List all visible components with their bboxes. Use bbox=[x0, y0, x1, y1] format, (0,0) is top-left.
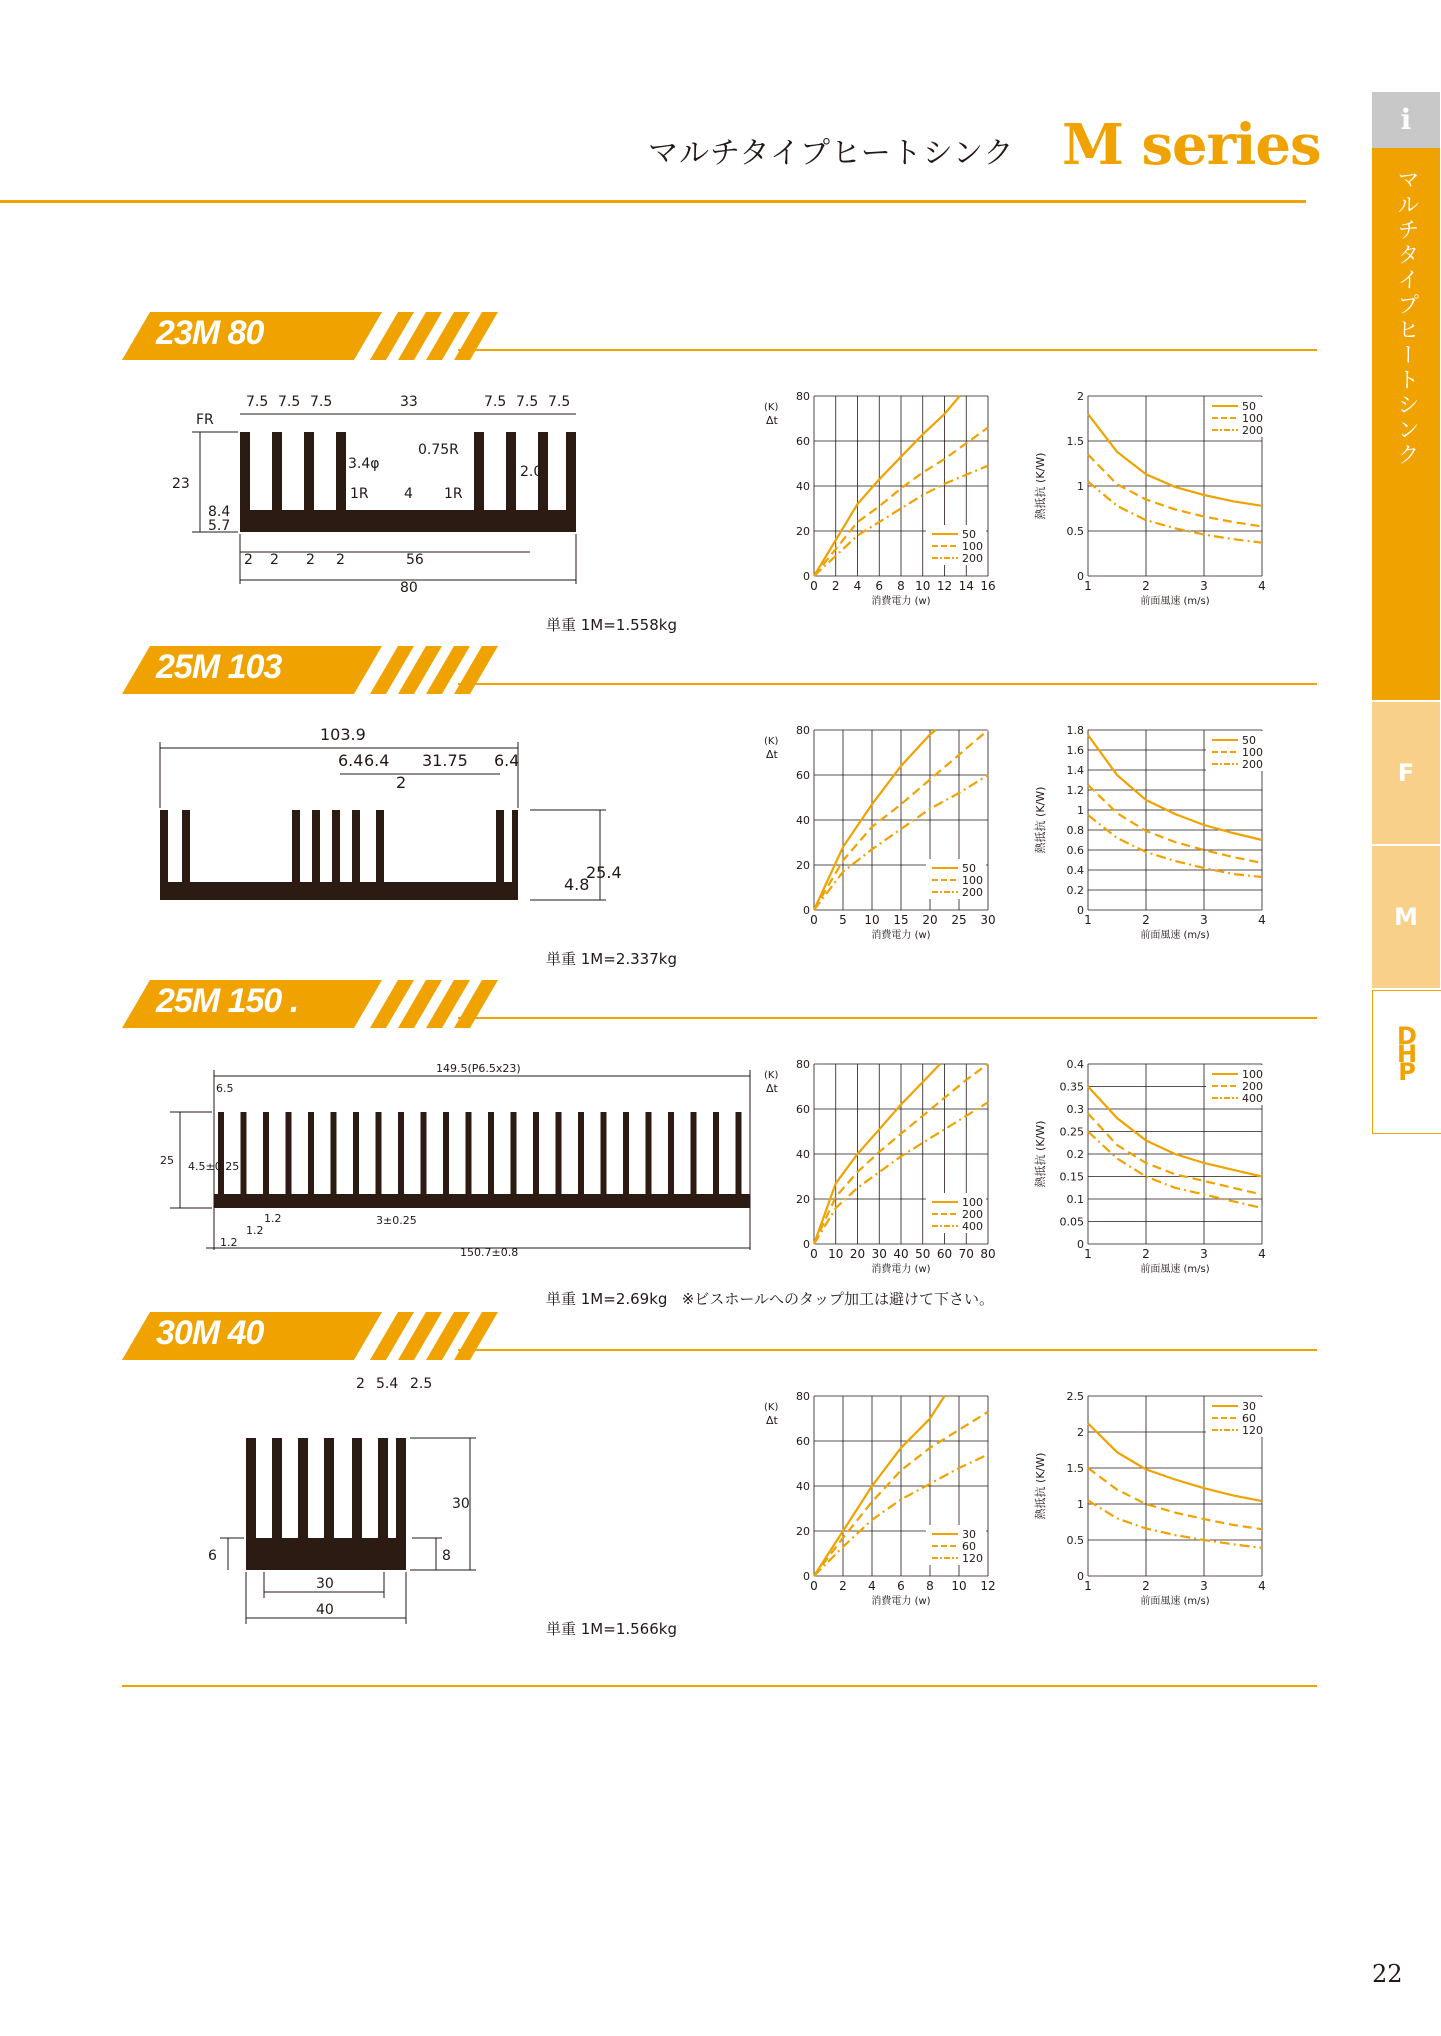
dim-label: 2 bbox=[244, 552, 253, 568]
x-tick-label: 3 bbox=[1200, 1247, 1208, 1261]
profile-drawing-25m150 bbox=[150, 1060, 760, 1260]
x-axis-label: 消費電力 (w) bbox=[871, 930, 931, 941]
legend-label: 60 bbox=[1242, 1412, 1256, 1425]
fin bbox=[691, 1112, 697, 1196]
x-tick-label: 3 bbox=[1200, 913, 1208, 927]
x-tick-label: 4 bbox=[1258, 1247, 1266, 1261]
dim-label: 2 bbox=[396, 773, 407, 792]
x-tick-label: 8 bbox=[897, 579, 905, 593]
y-tick-label: 1 bbox=[1077, 480, 1084, 493]
x-tick-label: 16 bbox=[980, 579, 996, 593]
legend-label: 30 bbox=[962, 1528, 976, 1541]
dim-label: 3.4φ bbox=[348, 456, 380, 472]
y-tick-label: 20 bbox=[796, 525, 810, 538]
x-tick-label: 6 bbox=[897, 1579, 905, 1593]
x-axis-label: 消費電力 (w) bbox=[871, 1596, 931, 1607]
y-tick-label: 40 bbox=[796, 1480, 810, 1493]
y-axis-unit: (K) bbox=[764, 736, 779, 747]
y-tick-label: 0.05 bbox=[1059, 1215, 1084, 1229]
legend-label: 200 bbox=[1242, 758, 1263, 771]
legend-label: 30 bbox=[1242, 1400, 1256, 1413]
dim-label: 7.5 bbox=[278, 394, 301, 410]
y-tick-label: 20 bbox=[796, 859, 810, 872]
chart-right bbox=[1026, 1380, 1296, 1630]
chart-left bbox=[752, 714, 1022, 964]
dim-label: 150.7±0.8 bbox=[460, 1246, 519, 1259]
y-tick-label: 1 bbox=[1077, 1498, 1084, 1511]
dim-label: 1R bbox=[444, 486, 463, 502]
y-tick-label: 1.5 bbox=[1066, 435, 1084, 448]
x-tick-label: 10 bbox=[864, 913, 880, 927]
profile-drawing-23m80 bbox=[150, 384, 590, 600]
dim-label: 2 bbox=[306, 552, 315, 568]
y-axis-label: Δt bbox=[766, 748, 778, 761]
side-tab-f[interactable]: F bbox=[1372, 702, 1440, 844]
x-tick-label: 60 bbox=[936, 1247, 953, 1261]
dimension-lines bbox=[170, 1070, 750, 1250]
x-tick-label: 0 bbox=[810, 579, 818, 593]
fin bbox=[308, 1112, 314, 1196]
legend-label: 50 bbox=[1242, 734, 1256, 747]
dim-label: 7.5 bbox=[484, 394, 507, 410]
y-tick-label: 0.4 bbox=[1066, 1058, 1084, 1071]
x-tick-label: 10 bbox=[951, 1579, 967, 1593]
fin bbox=[578, 1112, 584, 1196]
x-tick-label: 3 bbox=[1200, 579, 1208, 593]
side-index bbox=[1372, 92, 1440, 1136]
series-line-60 bbox=[1088, 1468, 1262, 1529]
y-tick-label: 40 bbox=[796, 814, 810, 827]
x-tick-label: 4 bbox=[1258, 579, 1266, 593]
legend-label: 50 bbox=[962, 862, 976, 875]
dim-label: 4.8 bbox=[564, 875, 590, 894]
y-tick-label: 0.1 bbox=[1066, 1193, 1084, 1206]
chart-left bbox=[752, 1048, 1022, 1298]
unit-weight: 単重 1M=1.566kg bbox=[546, 1620, 677, 1638]
dim-label: 1.2 bbox=[264, 1212, 282, 1225]
y-tick-label: 60 bbox=[796, 435, 810, 448]
x-tick-label: 20 bbox=[849, 1247, 866, 1261]
x-tick-label: 4 bbox=[853, 579, 862, 593]
dim-label: 23 bbox=[172, 476, 190, 492]
header-divider bbox=[0, 200, 1306, 203]
y-tick-label: 0 bbox=[1077, 904, 1084, 917]
x-tick-label: 4 bbox=[868, 1579, 876, 1593]
series-title: M series bbox=[1062, 112, 1321, 178]
header-title: マルチタイプヒートシンク bbox=[648, 136, 1015, 171]
x-tick-label: 10 bbox=[828, 1247, 844, 1261]
x-axis-label: 前面風速 (m/s) bbox=[1140, 1264, 1210, 1275]
y-tick-label: 0 bbox=[1077, 570, 1084, 583]
stripe-decoration bbox=[358, 646, 578, 694]
series-line-120 bbox=[1088, 1500, 1262, 1548]
x-tick-label: 4 bbox=[1258, 1579, 1266, 1593]
fin bbox=[286, 1112, 292, 1196]
y-tick-label: 0.3 bbox=[1066, 1103, 1084, 1116]
x-tick-label: 15 bbox=[893, 913, 909, 927]
dim-label: 8.4 bbox=[208, 504, 231, 520]
legend-label: 200 bbox=[962, 1208, 983, 1221]
side-tab-dhp[interactable]: DHP bbox=[1372, 990, 1441, 1134]
fin bbox=[466, 1112, 472, 1196]
product-banner bbox=[122, 1308, 1317, 1364]
x-axis-label: 前面風速 (m/s) bbox=[1140, 1596, 1210, 1607]
side-vertical-label: マルチタイプヒートシンク bbox=[1394, 168, 1419, 468]
chart-right bbox=[1026, 1048, 1296, 1298]
y-tick-label: 0.2 bbox=[1066, 884, 1084, 897]
dim-label: 6.4 bbox=[494, 751, 520, 770]
product-name: 25M 150 . bbox=[156, 982, 299, 1020]
legend-label: 100 bbox=[962, 540, 983, 553]
x-tick-label: 0 bbox=[810, 1247, 818, 1261]
dim-label: 7.5 bbox=[548, 394, 571, 410]
dim-label: 2 bbox=[356, 1376, 365, 1392]
y-tick-label: 0.35 bbox=[1059, 1080, 1084, 1094]
legend-label: 120 bbox=[1242, 1424, 1263, 1437]
fin bbox=[376, 1112, 382, 1196]
x-tick-label: 1 bbox=[1084, 579, 1092, 593]
dim-label: 30 bbox=[452, 1496, 470, 1512]
dim-label: 1.2 bbox=[246, 1224, 264, 1237]
x-axis-label: 前面風速 (m/s) bbox=[1140, 930, 1210, 941]
fin bbox=[511, 1112, 517, 1196]
stripe-decoration bbox=[358, 980, 578, 1028]
tap-warning-note: ※ビスホールへのタップ加工は避けて下さい。 bbox=[681, 1290, 995, 1308]
product-banner bbox=[122, 642, 1317, 698]
chart-right bbox=[1026, 714, 1296, 964]
x-tick-label: 5 bbox=[839, 913, 847, 927]
y-axis-label: Δt bbox=[766, 414, 778, 427]
legend-label: 50 bbox=[1242, 400, 1256, 413]
fin bbox=[488, 1112, 494, 1196]
y-axis-unit: (K) bbox=[764, 1070, 779, 1081]
x-tick-label: 0 bbox=[810, 1579, 818, 1593]
fin bbox=[263, 1112, 269, 1196]
y-tick-label: 0.25 bbox=[1059, 1125, 1084, 1139]
x-tick-label: 2 bbox=[1142, 1579, 1150, 1593]
y-tick-label: 0 bbox=[803, 1570, 810, 1583]
x-tick-label: 12 bbox=[936, 579, 953, 593]
legend-label: 50 bbox=[962, 528, 976, 541]
dim-label: 6.5 bbox=[216, 1082, 234, 1095]
fin bbox=[218, 1112, 224, 1196]
dim-label: 30 bbox=[316, 1576, 334, 1592]
series-line-200 bbox=[1088, 482, 1262, 543]
dim-label: 6 bbox=[208, 1548, 217, 1564]
y-tick-label: 0 bbox=[803, 904, 810, 917]
dim-label: 149.5(P6.5x23) bbox=[436, 1062, 521, 1075]
y-tick-label: 80 bbox=[796, 1058, 810, 1071]
info-icon: i bbox=[1372, 92, 1440, 148]
y-tick-label: 0.8 bbox=[1066, 824, 1084, 837]
dim-label: 5.7 bbox=[208, 518, 231, 534]
dim-label: 5.4 bbox=[376, 1376, 399, 1392]
dim-label: 0.75R bbox=[418, 442, 459, 458]
fin bbox=[601, 1112, 607, 1196]
product-name: 23M 80 bbox=[156, 314, 264, 352]
y-tick-label: 60 bbox=[796, 1435, 810, 1448]
dim-label: 56 bbox=[406, 552, 424, 568]
heatsink-profile bbox=[240, 432, 576, 532]
x-tick-label: 2 bbox=[1142, 913, 1150, 927]
legend-label: 100 bbox=[962, 874, 983, 887]
y-tick-label: 2.5 bbox=[1066, 1390, 1084, 1403]
y-tick-label: 1.8 bbox=[1066, 724, 1084, 737]
dim-label: 40 bbox=[316, 1602, 334, 1618]
x-tick-label: 10 bbox=[915, 579, 931, 593]
y-axis-label: 熱抵抗 (K/W) bbox=[1034, 1120, 1047, 1188]
legend-label: 100 bbox=[1242, 1068, 1263, 1081]
fin bbox=[241, 1112, 247, 1196]
x-tick-label: 50 bbox=[915, 1247, 931, 1261]
chart-left bbox=[752, 380, 1022, 630]
y-axis-label: Δt bbox=[766, 1082, 778, 1095]
dim-label: 31.75 bbox=[422, 751, 468, 770]
y-axis-label: Δt bbox=[766, 1414, 778, 1427]
dim-label: 33 bbox=[400, 394, 418, 410]
dim-label: 1R bbox=[350, 486, 369, 502]
legend-label: 120 bbox=[962, 1552, 983, 1565]
heatsink-profile bbox=[246, 1438, 406, 1570]
legend-label: 400 bbox=[1242, 1092, 1263, 1105]
y-tick-label: 60 bbox=[796, 1103, 810, 1116]
dim-label: 80 bbox=[400, 580, 418, 596]
x-tick-label: 12 bbox=[980, 1579, 996, 1593]
legend-label: 400 bbox=[962, 1220, 983, 1233]
product-banner bbox=[122, 976, 1317, 1032]
dim-label: 7.5 bbox=[310, 394, 333, 410]
fin bbox=[623, 1112, 629, 1196]
x-tick-label: 30 bbox=[871, 1247, 887, 1261]
dim-label: 2.0 bbox=[520, 464, 543, 480]
y-tick-label: 20 bbox=[796, 1193, 810, 1206]
dim-label: 25 bbox=[160, 1154, 174, 1167]
dim-label: 7.5 bbox=[516, 394, 539, 410]
fin bbox=[713, 1112, 719, 1196]
dim-label: 2 bbox=[270, 552, 279, 568]
x-axis-label: 前面風速 (m/s) bbox=[1140, 596, 1210, 607]
x-tick-label: 8 bbox=[926, 1579, 934, 1593]
dim-label: 103.9 bbox=[320, 725, 366, 744]
series-line-100 bbox=[1088, 785, 1262, 863]
y-tick-label: 0 bbox=[1077, 1238, 1084, 1251]
profile-drawing-25m103 bbox=[150, 722, 622, 912]
x-tick-label: 0 bbox=[810, 913, 818, 927]
y-tick-label: 1 bbox=[1077, 804, 1084, 817]
y-tick-label: 2 bbox=[1077, 390, 1084, 403]
y-axis-label: 熱抵抗 (K/W) bbox=[1034, 786, 1047, 854]
chart-right bbox=[1026, 380, 1296, 630]
y-tick-label: 2 bbox=[1077, 1426, 1084, 1439]
unit-weight: 単重 1M=2.69kg ※ビスホールへのタップ加工は避けて下さい。 bbox=[546, 1290, 995, 1308]
chart-left bbox=[752, 1380, 1022, 1630]
fin bbox=[421, 1112, 427, 1196]
stripe-decoration bbox=[358, 312, 578, 360]
heatsink-profile bbox=[160, 810, 518, 900]
fin bbox=[646, 1112, 652, 1196]
y-tick-label: 60 bbox=[796, 769, 810, 782]
x-tick-label: 1 bbox=[1084, 913, 1092, 927]
stripe-decoration bbox=[358, 1312, 578, 1360]
fin bbox=[556, 1112, 562, 1196]
series-line-100 bbox=[1088, 455, 1262, 527]
bottom-divider bbox=[122, 1685, 1317, 1687]
y-tick-label: 1.2 bbox=[1066, 784, 1084, 797]
x-tick-label: 70 bbox=[958, 1247, 974, 1261]
page-number: 22 bbox=[1372, 1960, 1403, 1988]
y-axis-label: 熱抵抗 (K/W) bbox=[1034, 452, 1047, 520]
y-tick-label: 80 bbox=[796, 390, 810, 403]
dim-label: 4 bbox=[404, 486, 413, 502]
product-name: 30M 40 bbox=[156, 1314, 264, 1352]
y-tick-label: 20 bbox=[796, 1525, 810, 1538]
legend-label: 100 bbox=[1242, 412, 1263, 425]
legend-label: 200 bbox=[1242, 1080, 1263, 1093]
heatsink-profile bbox=[214, 1112, 750, 1208]
series-line-200 bbox=[1088, 815, 1262, 877]
dim-label: 6.4 bbox=[364, 751, 390, 770]
y-tick-label: 0.6 bbox=[1066, 844, 1084, 857]
fin bbox=[398, 1112, 404, 1196]
y-tick-label: 1.5 bbox=[1066, 1462, 1084, 1475]
dim-label: 3±0.25 bbox=[376, 1214, 417, 1227]
dim-label: 8 bbox=[442, 1548, 451, 1564]
dim-label: FR bbox=[196, 412, 214, 428]
legend-label: 200 bbox=[1242, 424, 1263, 437]
fin bbox=[668, 1112, 674, 1196]
dim-label: 1.2 bbox=[220, 1236, 238, 1249]
x-axis-label: 消費電力 (w) bbox=[871, 596, 931, 607]
legend-label: 100 bbox=[1242, 746, 1263, 759]
unit-weight: 単重 1M=1.558kg bbox=[546, 616, 677, 634]
dim-label: 2.5 bbox=[410, 1376, 433, 1392]
y-tick-label: 0.4 bbox=[1066, 864, 1084, 877]
x-tick-label: 30 bbox=[980, 913, 996, 927]
x-tick-label: 2 bbox=[1142, 1247, 1150, 1261]
y-tick-label: 80 bbox=[796, 1390, 810, 1403]
x-tick-label: 4 bbox=[1258, 913, 1266, 927]
dim-label: 7.5 bbox=[246, 394, 269, 410]
y-axis-unit: (K) bbox=[764, 1402, 779, 1413]
legend-label: 200 bbox=[962, 552, 983, 565]
legend-label: 200 bbox=[962, 886, 983, 899]
x-tick-label: 1 bbox=[1084, 1579, 1092, 1593]
dim-label: 6.4 bbox=[338, 751, 364, 770]
y-tick-label: 80 bbox=[796, 724, 810, 737]
y-axis-label: 熱抵抗 (K/W) bbox=[1034, 1452, 1047, 1520]
x-tick-label: 14 bbox=[958, 579, 974, 593]
fin bbox=[443, 1112, 449, 1196]
y-tick-label: 0.2 bbox=[1066, 1148, 1084, 1161]
y-tick-label: 1.4 bbox=[1066, 764, 1084, 777]
fin bbox=[353, 1112, 359, 1196]
dim-label: 4.5±0.25 bbox=[188, 1160, 240, 1173]
y-tick-label: 40 bbox=[796, 480, 810, 493]
x-tick-label: 3 bbox=[1200, 1579, 1208, 1593]
fin bbox=[331, 1112, 337, 1196]
profile-drawing-30m40 bbox=[180, 1368, 500, 1628]
y-tick-label: 0.5 bbox=[1066, 1534, 1084, 1547]
y-tick-label: 0.5 bbox=[1066, 525, 1084, 538]
fin bbox=[736, 1112, 742, 1196]
legend-label: 60 bbox=[962, 1540, 976, 1553]
fin bbox=[533, 1112, 539, 1196]
product-banner bbox=[122, 308, 1317, 364]
y-tick-label: 0.15 bbox=[1059, 1170, 1084, 1184]
dim-label: 2 bbox=[336, 552, 345, 568]
x-tick-label: 25 bbox=[951, 913, 967, 927]
x-axis-label: 消費電力 (w) bbox=[871, 1264, 931, 1275]
legend-label: 100 bbox=[962, 1196, 983, 1209]
y-tick-label: 0 bbox=[803, 570, 810, 583]
side-tab-m[interactable]: M bbox=[1372, 846, 1440, 988]
dim-label: 25.4 bbox=[586, 863, 622, 882]
x-tick-label: 40 bbox=[893, 1247, 909, 1261]
y-tick-label: 1.6 bbox=[1066, 744, 1084, 757]
y-tick-label: 0 bbox=[803, 1238, 810, 1251]
x-tick-label: 2 bbox=[839, 1579, 847, 1593]
x-tick-label: 1 bbox=[1084, 1247, 1092, 1261]
x-tick-label: 2 bbox=[1142, 579, 1150, 593]
y-tick-label: 40 bbox=[796, 1148, 810, 1161]
side-current-section bbox=[1372, 148, 1440, 700]
y-axis-unit: (K) bbox=[764, 402, 779, 413]
x-tick-label: 80 bbox=[980, 1247, 996, 1261]
dimension-lines bbox=[220, 1438, 476, 1624]
unit-weight: 単重 1M=2.337kg bbox=[546, 950, 677, 968]
y-tick-label: 0 bbox=[1077, 1570, 1084, 1583]
x-tick-label: 2 bbox=[831, 579, 840, 593]
product-name: 25M 103 bbox=[156, 648, 282, 686]
x-tick-label: 20 bbox=[922, 913, 938, 927]
x-tick-label: 6 bbox=[875, 579, 884, 593]
